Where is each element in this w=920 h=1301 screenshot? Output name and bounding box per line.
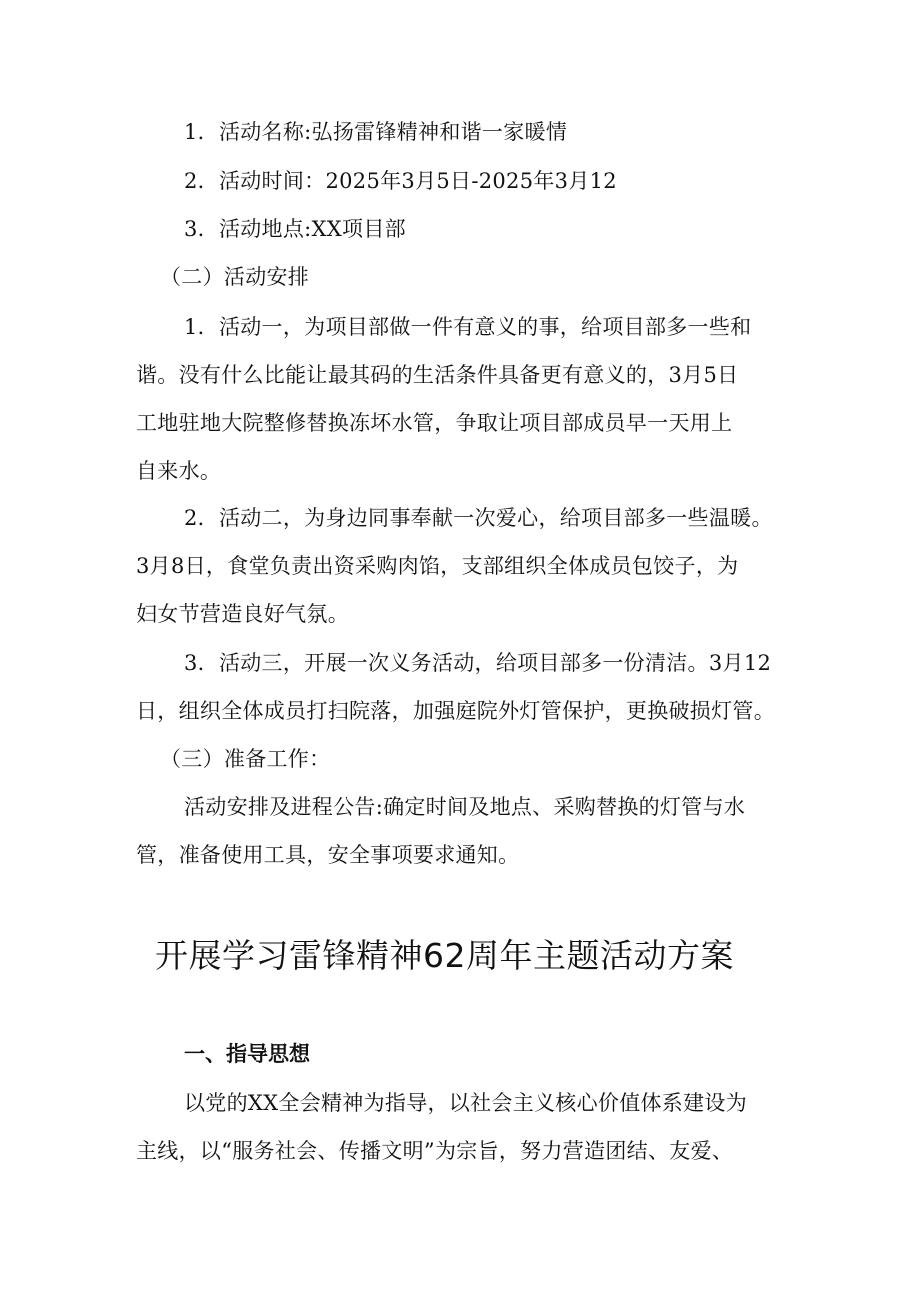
- activity-location-line: 3．活动地点:XX项目部: [184, 217, 406, 241]
- activity3-line: 日，组织全体成员打扫院落，加强庭院外灯管保护，更换破损灯管。: [136, 699, 775, 723]
- activity2-line: 妇女节营造良好气氛。: [136, 602, 349, 626]
- preparation-heading: （三）准备工作：: [160, 747, 331, 771]
- guiding-thought-line: 主线，以“服务社会、传播文明”为宗旨，努力营造团结、友爱、: [136, 1139, 734, 1163]
- activity-arrangement-heading: （二）活动安排: [160, 265, 310, 289]
- preparation-line: 管，准备使用工具，安全事项要求通知。: [136, 843, 520, 867]
- activity1-line: 工地驻地大院整修替换冻坏水管，争取让项目部成员早一天用上: [136, 411, 733, 435]
- activity2-line: 3月8日，食堂负责出资采购肉馅，支部组织全体成员包饺子，为: [136, 554, 739, 578]
- activity-time-line: 2．活动时间：2025年3月5日-2025年3月12: [184, 169, 617, 193]
- guiding-thought-heading: 一、指导思想: [184, 1042, 310, 1066]
- activity3-line: 3．活动三，开展一次义务活动，给项目部多一份清洁。3月12: [184, 651, 772, 675]
- preparation-line: 活动安排及进程公告:确定时间及地点、采购替换的灯管与水: [184, 795, 746, 819]
- guiding-thought-line: 以党的XX全会精神为指导，以社会主义核心价值体系建设为: [184, 1091, 747, 1115]
- document-title: 开展学习雷锋精神62周年主题活动方案: [155, 936, 734, 975]
- activity1-line: 谐。没有什么比能让最其码的生活条件具备更有意义的，3月5日: [136, 363, 739, 387]
- activity2-line: 2．活动二，为身边同事奉献一次爱心，给项目部多一些温暖。: [184, 506, 773, 530]
- activity1-line: 1．活动一，为项目部做一件有意义的事，给项目部多一些和: [184, 315, 752, 339]
- activity-name-line: 1．活动名称:弘扬雷锋精神和谐一家暖情: [184, 120, 568, 144]
- activity1-line: 自来水。: [136, 459, 222, 483]
